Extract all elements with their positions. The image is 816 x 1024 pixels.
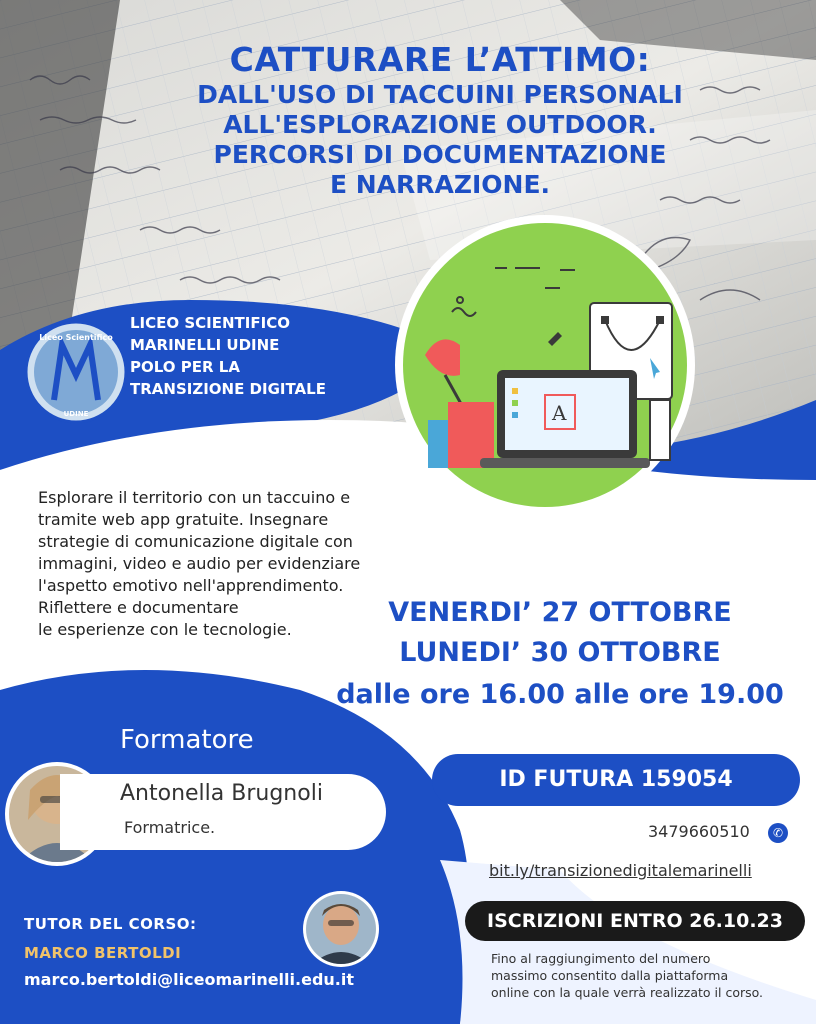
title-main: CATTURARE L’ATTIMO: [229,40,651,79]
trainer-section-title: Formatore [120,725,254,755]
svg-text:Liceo Scientifico: Liceo Scientifico [39,333,113,342]
registration-note [491,950,811,1001]
school-name [130,312,326,400]
digital-design-illustration [395,215,695,515]
school-line: TRANSIZIONE DIGITALE [130,380,326,398]
course-dates [300,593,816,717]
tutor-avatar [303,891,379,967]
school-logo [26,322,126,422]
date-first: VENERDI’ 27 OTTOBRE [388,597,732,628]
description-line: tramite web app gratuite. Insegnare [38,510,329,529]
description-line: le esperienze con le tecnologie. [38,620,292,639]
note-line: massimo consentito dalla piattaforma [491,968,729,983]
trainer-role: Formatrice. [124,818,216,837]
date-second: LUNEDI’ 30 OTTOBRE [399,637,721,668]
tutor-label: TUTOR DEL CORSO: [24,915,197,933]
title-line: PERCORSI DI DOCUMENTAZIONE [213,140,667,169]
description-line: Riflettere e documentare [38,598,239,617]
svg-text:UDINE: UDINE [63,410,89,418]
registration-deadline-badge: ISCRIZIONI ENTRO 26.10.23 [465,901,805,941]
description-line: l'aspetto emotivo nell'apprendimento. [38,576,344,595]
title-block [100,40,780,200]
school-line: POLO PER LA [130,358,240,376]
tutor-email[interactable]: marco.bertoldi@liceomarinelli.edu.it [24,970,354,989]
note-line: Fino al raggiungimento del numero [491,951,711,966]
school-line: LICEO SCIENTIFICO [130,314,290,332]
trainer-name: Antonella Brugnoli [120,781,323,806]
title-line: DALL'USO DI TACCUINI PERSONALI [197,80,683,109]
course-id-badge: ID FUTURA 159054 [432,754,800,806]
note-line: online con la quale verrà realizzato il corso. [491,985,764,1000]
phone-number[interactable]: 3479660510 [648,822,750,841]
time-range: dalle ore 16.00 alle ore 19.00 [336,679,784,710]
phone-icon: ✆ [768,823,788,843]
registration-link[interactable]: bit.ly/transizionedigitalemarinelli [489,861,752,880]
description-line: immagini, video e audio per evidenziare [38,554,361,573]
tutor-name: MARCO BERTOLDI [24,944,182,962]
title-line: ALL'ESPLORAZIONE OUTDOOR. [223,110,657,139]
school-line: MARINELLI UDINE [130,336,280,354]
description-line: strategie di comunicazione digitale con [38,532,353,551]
description-line: Esplorare il territorio con un taccuino e [38,488,351,507]
svg-text:A: A [552,401,567,425]
title-line: E NARRAZIONE. [329,170,551,199]
